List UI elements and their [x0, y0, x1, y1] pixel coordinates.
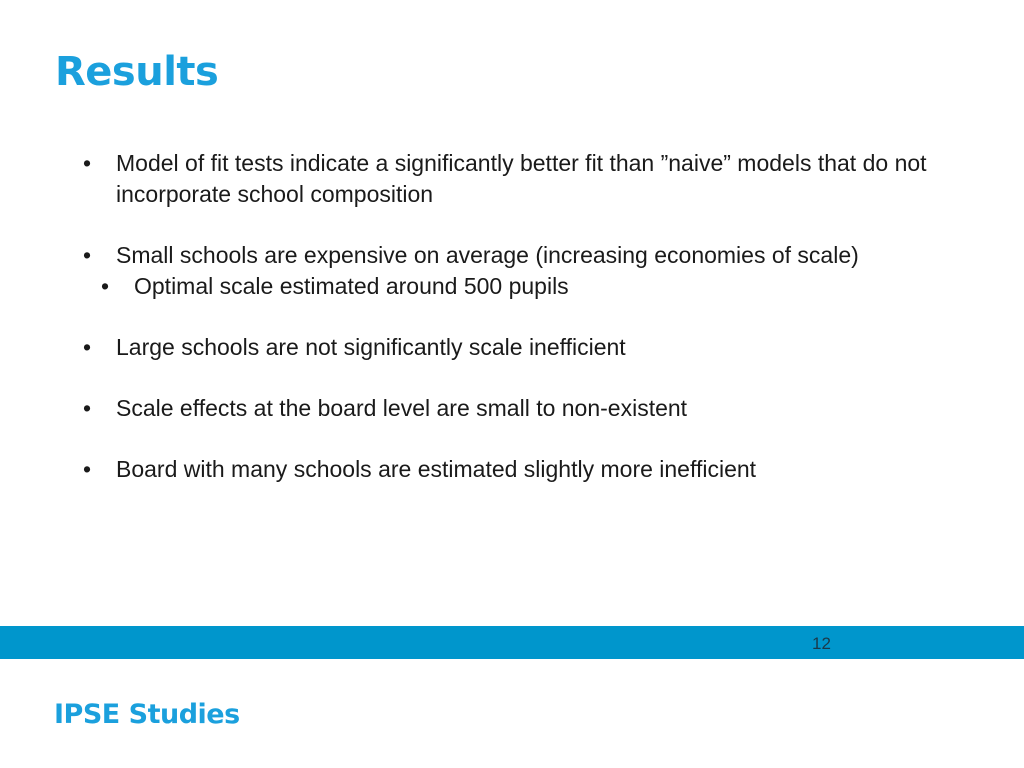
bullet-item [83, 332, 983, 363]
bullet-item [83, 454, 983, 485]
page-number: 12 [812, 634, 831, 653]
bullet-dot-icon: • [83, 334, 92, 360]
bullet-dot-icon: • [83, 150, 92, 176]
footer-brand-logo: IPSE Studies [54, 699, 240, 730]
bullet-text: Small schools are expensive on average (increasing economies of scale) [116, 242, 859, 268]
bullet-text: Scale effects at the board level are small to non-existent [116, 395, 688, 421]
slide-title: Results [55, 49, 219, 95]
bullet-text: Board with many schools are estimated slightly more inefficient [116, 456, 757, 482]
bullet-text: Large schools are not significantly scale inefficient [116, 334, 626, 360]
bullet-item [83, 148, 983, 210]
footer-band [0, 626, 1024, 659]
bullet-dot-icon: • [83, 456, 92, 482]
sub-bullet-text: Optimal scale estimated around 500 pupils [134, 273, 569, 299]
sub-bullet-dot-icon: • [101, 273, 110, 299]
bullet-dot-icon: • [83, 395, 92, 421]
bullet-list [83, 148, 983, 515]
bullet-item [83, 240, 983, 302]
bullet-dot-icon: • [83, 242, 92, 268]
bullet-text: Model of fit tests indicate a significantly better fit than ”naive” models that do not incorporate school composition [116, 150, 927, 207]
sub-bullet-item [83, 271, 983, 302]
bullet-item [83, 393, 983, 424]
